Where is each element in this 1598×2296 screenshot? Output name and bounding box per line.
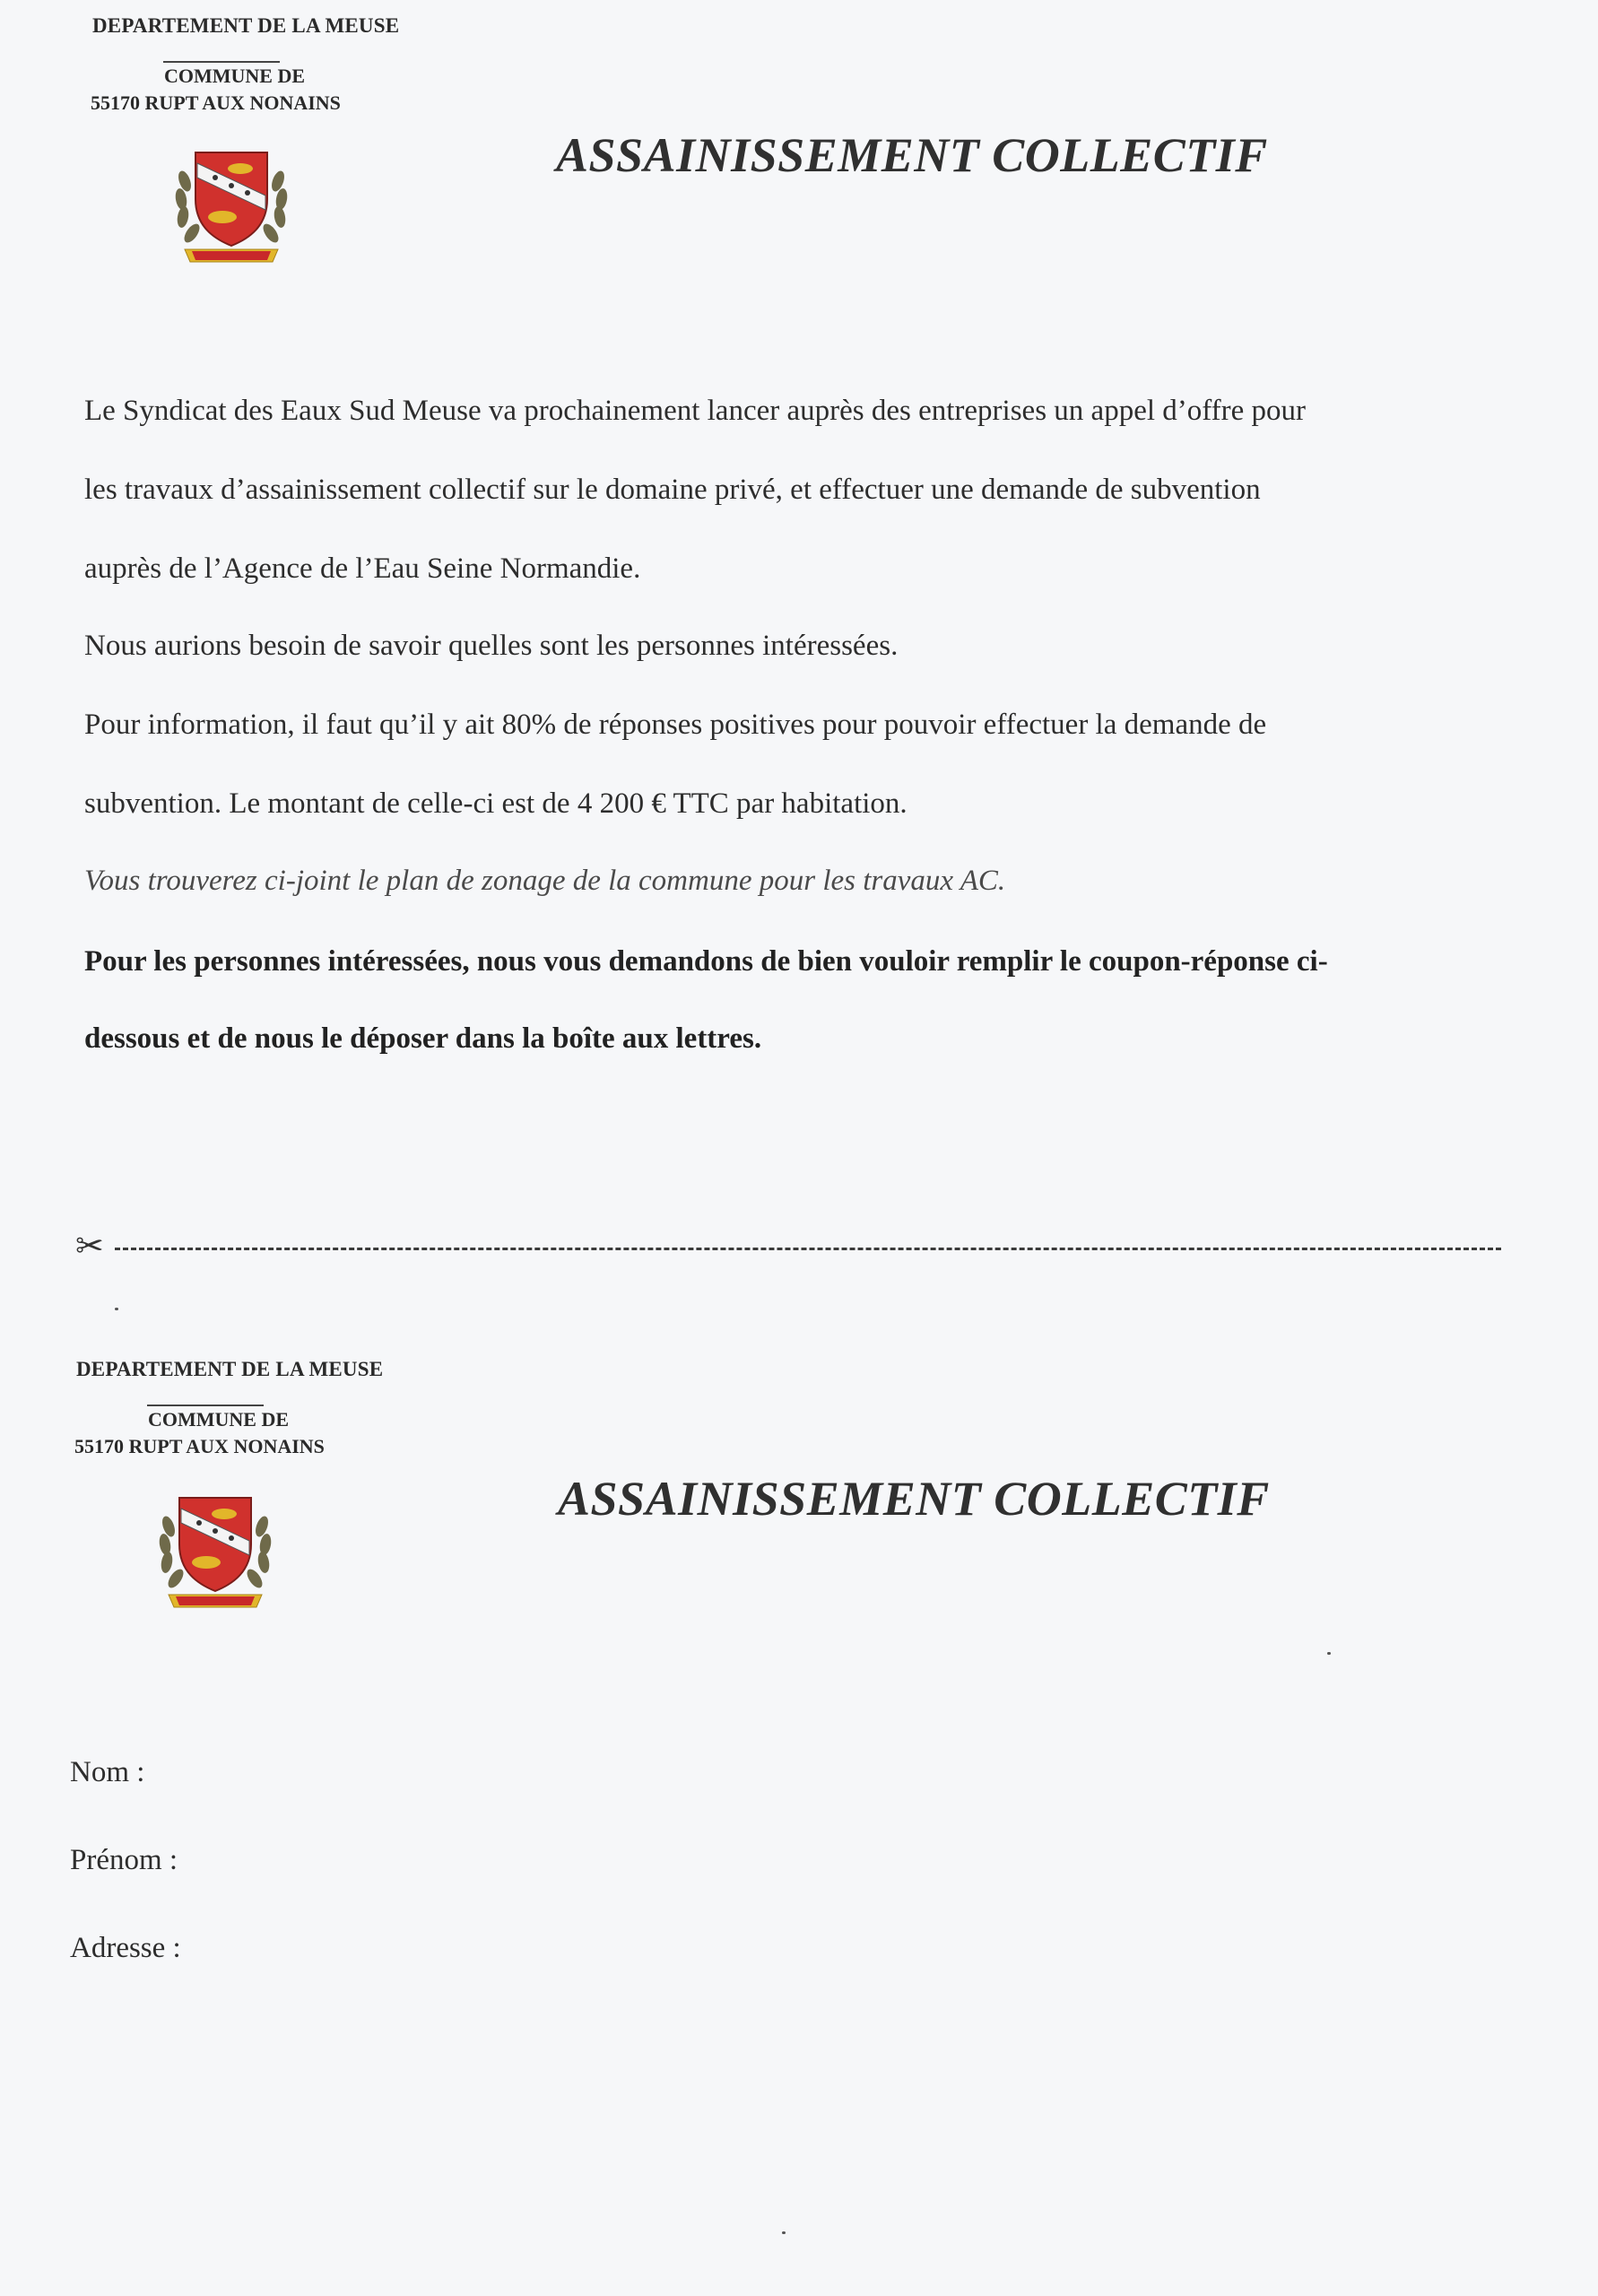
bold-instruction: Pour les personnes intéressées, nous vous demandons de bien vouloir remplir le coupon-réponse ci- <box>84 945 1328 978</box>
coat-of-arms-icon <box>152 1489 278 1614</box>
commune-address: 55170 RUPT AUX NONAINS <box>91 91 341 114</box>
coupon-title: ASSAINISSEMENT COLLECTIF <box>558 1472 1270 1526</box>
italic-note: Vous trouverez ci-joint le plan de zonage de la commune pour les travaux AC. <box>84 865 1006 897</box>
coupon-department-label: DEPARTEMENT DE LA MEUSE <box>76 1358 384 1380</box>
dashed-line <box>115 1248 1501 1250</box>
body-line: Pour information, il faut qu’il y ait 80% de réponses positives pour pouvoir effectuer la demande de <box>84 709 1267 741</box>
coat-of-arms-icon <box>169 144 294 269</box>
scan-speck <box>115 1308 118 1310</box>
body-line: Le Syndicat des Eaux Sud Meuse va prochainement lancer auprès des entreprises un appel d’offre pour <box>84 395 1307 427</box>
scan-speck <box>782 2231 786 2234</box>
body-line: auprès de l’Agence de l’Eau Seine Normandie. <box>84 552 641 585</box>
prenom-field-label: Prénom : <box>70 1844 178 1876</box>
coupon-commune-rule <box>147 1405 264 1406</box>
commune-label: COMMUNE DE <box>164 65 306 87</box>
coupon-commune-address: 55170 RUPT AUX NONAINS <box>74 1435 325 1457</box>
bold-instruction: dessous et de nous le déposer dans la boîte aux lettres. <box>84 1022 762 1055</box>
body-line: Nous aurions besoin de savoir quelles sont les personnes intéressées. <box>84 630 899 662</box>
scan-speck <box>1327 1652 1331 1655</box>
scissors-icon: ✂ <box>75 1226 104 1265</box>
body-line: les travaux d’assainissement collectif sur le domaine privé, et effectuer une demande de subvention <box>84 474 1261 506</box>
coupon-commune-label: COMMUNE DE <box>148 1408 290 1431</box>
department-label: DEPARTEMENT DE LA MEUSE <box>92 14 400 37</box>
page-title: ASSAINISSEMENT COLLECTIF <box>556 128 1268 182</box>
adresse-field-label: Adresse : <box>70 1932 181 1964</box>
nom-field-label: Nom : <box>70 1756 145 1788</box>
body-line: subvention. Le montant de celle-ci est de 4 200 € TTC par habitation. <box>84 787 908 820</box>
commune-rule <box>163 61 280 63</box>
cut-line <box>75 1226 1501 1265</box>
